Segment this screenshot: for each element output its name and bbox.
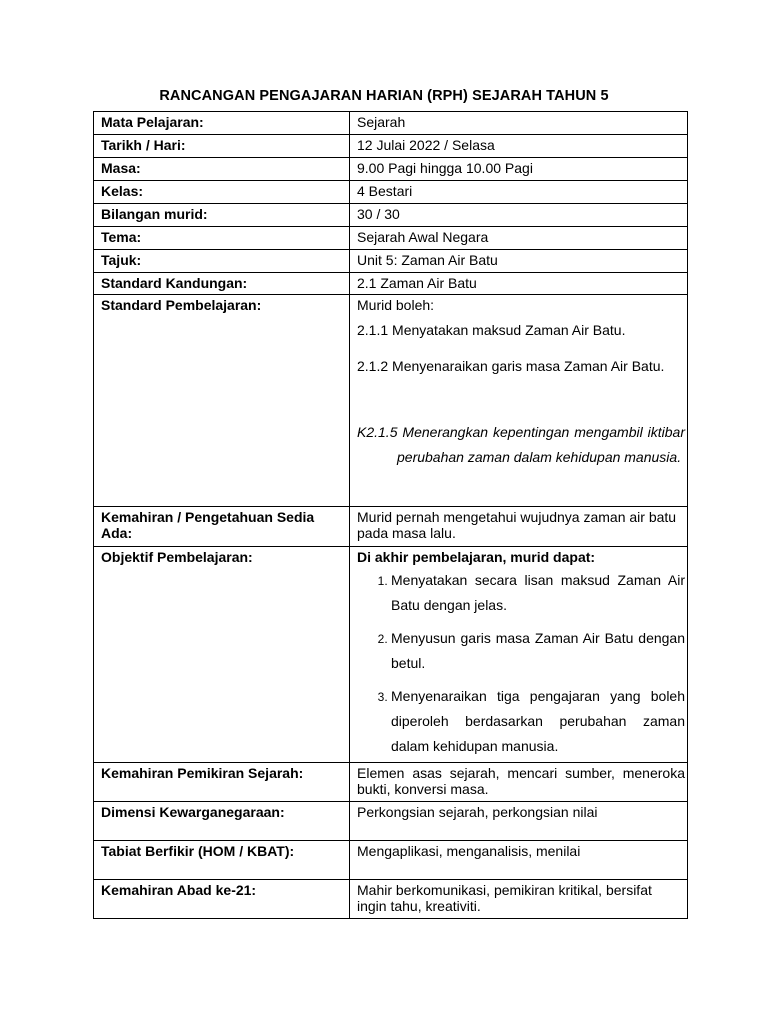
row-label-objektif: Objektif Pembelajaran: [94, 547, 350, 763]
table-row [94, 135, 688, 158]
row-label-standard-kandungan: Standard Kandungan: [94, 273, 350, 295]
lesson-plan-table [93, 111, 688, 919]
document-title: RANCANGAN PENGAJARAN HARIAN (RPH) SEJARAH TAHUN 5 [159, 88, 609, 104]
row-label-kemahiran-abad: Kemahiran Abad ke-21: [94, 880, 350, 919]
table-row [94, 227, 688, 250]
row-value-bilangan-murid: 30 / 30 [350, 204, 688, 227]
table-row [94, 158, 688, 181]
row-value-kemahiran-pemikiran-sejarah: Elemen asas sejarah, mencari sumber, meneroka bukti, konversi masa. [350, 763, 688, 802]
row-value-kelas: 4 Bestari [350, 181, 688, 204]
row-value-masa: 9.00 Pagi hingga 10.00 Pagi [350, 158, 688, 181]
table-row [94, 204, 688, 227]
sp-item-2-1-1: 2.1.1 Menyatakan maksud Zaman Air Batu. [357, 322, 626, 338]
row-label-kemahiran-pemikiran-sejarah: Kemahiran Pemikiran Sejarah: [94, 763, 350, 802]
list-item: 2. Menyusun garis masa Zaman Air Batu dengan betul. [391, 626, 685, 676]
table-row [94, 273, 688, 295]
table-row [94, 507, 688, 547]
row-label-tabiat-berfikir: Tabiat Berfikir (HOM / KBAT): [94, 841, 350, 880]
row-label-dimensi-kewarganegaraan: Dimensi Kewarganegaraan: [94, 802, 350, 841]
row-label-bilangan-murid: Bilangan murid: [94, 204, 350, 227]
table-row [94, 547, 688, 763]
row-value-kemahiran-abad: Mahir berkomunikasi, pemikiran kritikal, bersifat ingin tahu, kreativiti. [350, 880, 688, 919]
table-row [94, 112, 688, 135]
row-value-kemahiran-sedia-ada: Murid pernah mengetahui wujudnya zaman air batu pada masa lalu. [350, 507, 688, 547]
row-value-mata-pelajaran: Sejarah [350, 112, 688, 135]
sp-item-k2-1-5: K2.1.5 Menerangkan kepentingan mengambil iktibar perubahan zaman dalam kehidupan manusia. [357, 424, 685, 465]
row-label-mata-pelajaran: Mata Pelajaran: [94, 112, 350, 135]
row-value-tabiat-berfikir: Mengaplikasi, menganalisis, menilai [350, 841, 688, 880]
list-item: 3. Menyenaraikan tiga pengajaran yang boleh diperoleh berdasarkan perubahan zaman dalam kehidupan manusia. [391, 684, 685, 759]
row-label-tarikh-hari: Tarikh / Hari: [94, 135, 350, 158]
row-label-standard-pembelajaran: Standard Pembelajaran: [94, 295, 350, 507]
table-row [94, 841, 688, 880]
table-row [94, 763, 688, 802]
table-row [94, 802, 688, 841]
row-value-standard-kandungan: 2.1 Zaman Air Batu [350, 273, 688, 295]
list-item: 1. Menyatakan secara lisan maksud Zaman Air Batu dengan jelas. [391, 568, 685, 618]
table-row [94, 250, 688, 273]
objective-intro: Di akhir pembelajaran, murid dapat: [357, 549, 596, 565]
row-value-tarikh-hari: 12 Julai 2022 / Selasa [350, 135, 688, 158]
sp-item-2-1-2: 2.1.2 Menyenaraikan garis masa Zaman Air Batu. [357, 358, 665, 374]
row-label-tajuk: Tajuk: [94, 250, 350, 273]
row-value-objektif [350, 547, 688, 763]
row-label-masa: Masa: [94, 158, 350, 181]
table-row [94, 181, 688, 204]
sp-intro-text: Murid boleh: [357, 297, 435, 313]
row-value-tajuk: Unit 5: Zaman Air Batu [350, 250, 688, 273]
row-label-kelas: Kelas: [94, 181, 350, 204]
row-label-tema: Tema: [94, 227, 350, 250]
objective-list [357, 568, 685, 759]
row-label-kemahiran-sedia-ada: Kemahiran / Pengetahuan Sedia Ada: [94, 507, 350, 547]
row-value-standard-pembelajaran [350, 295, 688, 507]
row-value-dimensi-kewarganegaraan: Perkongsian sejarah, perkongsian nilai [350, 802, 688, 841]
row-value-tema: Sejarah Awal Negara [350, 227, 688, 250]
table-row [94, 295, 688, 507]
table-row [94, 880, 688, 919]
